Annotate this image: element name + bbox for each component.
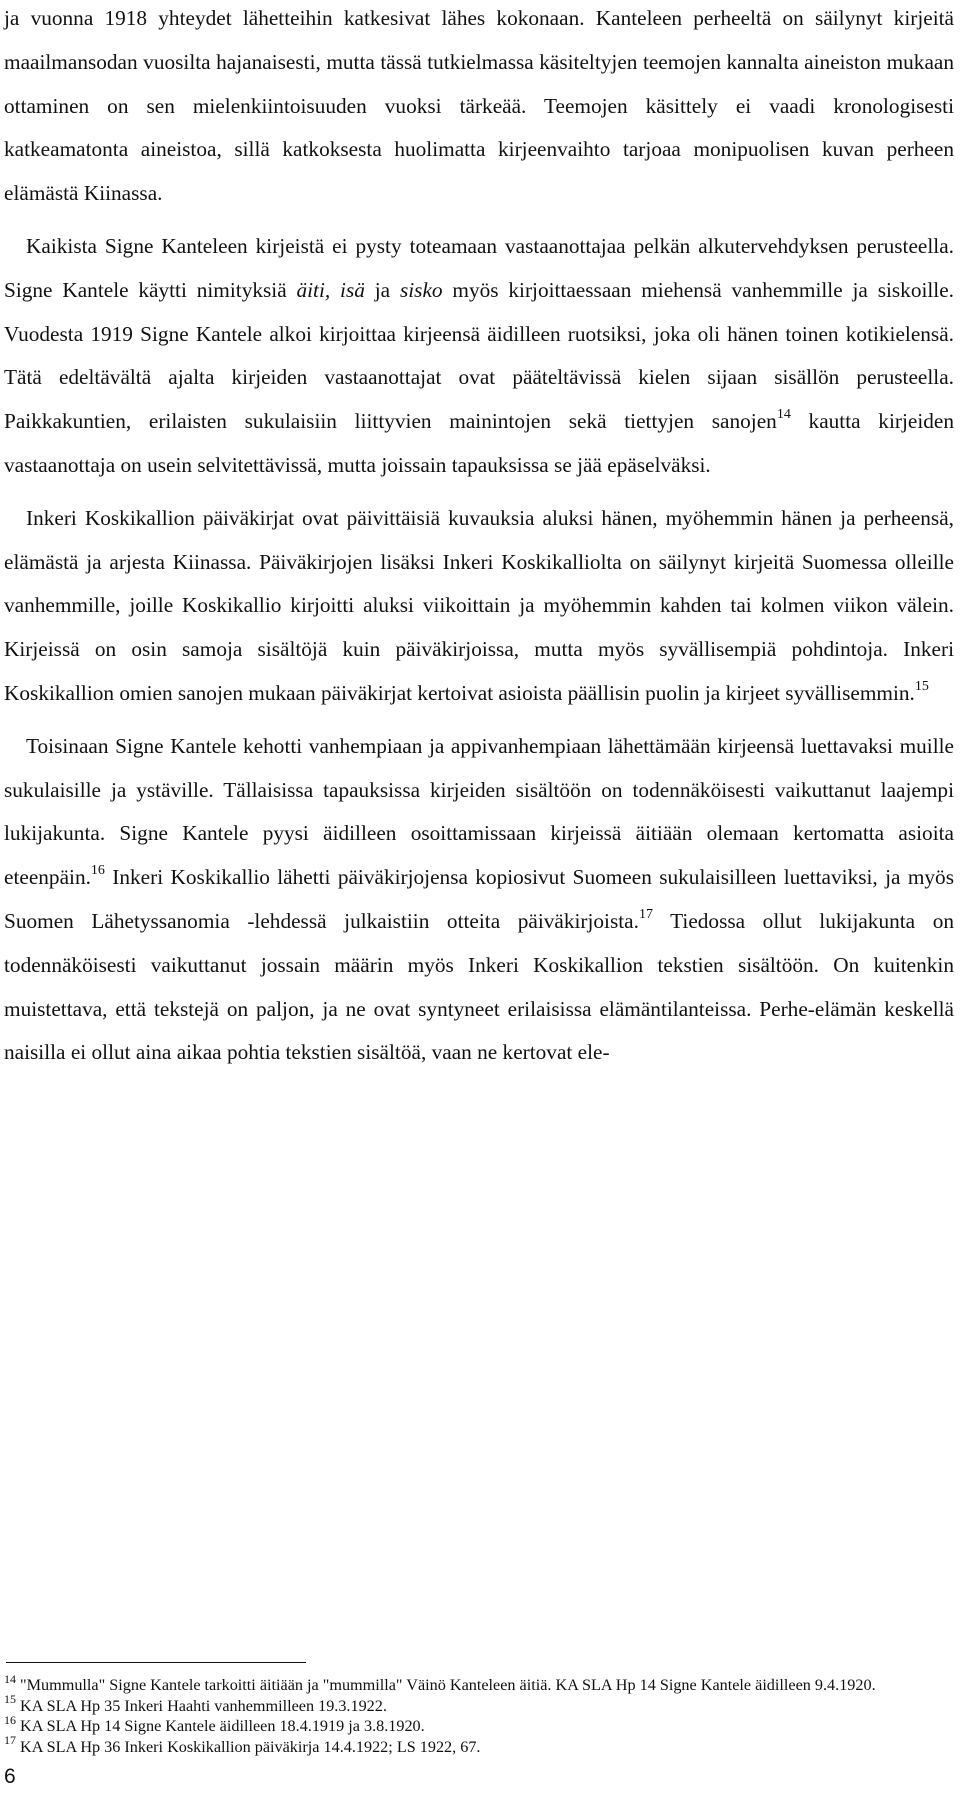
footnote-text: KA SLA Hp 14 Signe Kantele äidilleen 18.4.1919 ja 3.8.1920.	[16, 1717, 425, 1735]
footnote-number: 16	[4, 1712, 16, 1727]
footnote-text: KA SLA Hp 35 Inkeri Haahti vanhemmilleen 19.3.1922.	[16, 1696, 387, 1715]
footnote-text: KA SLA Hp 36 Inkeri Koskikallion päiväkirja 14.4.1922; LS 1922, 67.	[16, 1737, 481, 1756]
footnote-ref-15[interactable]: 15	[914, 678, 929, 694]
paragraph-text: Kaikista Signe Kanteleen kirjeistä ei pysty toteamaan vastaanottajaa pelkän alkutervehdyksen perusteella. Signe Kantele käytti nimityksiä	[4, 233, 954, 302]
footnote-17	[4, 1733, 954, 1758]
paragraph-3	[4, 497, 954, 716]
paragraph-text: myös kirjoittaessaan miehensä vanhemmille ja siskoille. Vuodesta 1919 Signe Kantele alkoi kirjoittaa kirjeensä äidilleen ruotsiksi, joka oli hänen toinen kotikielensä. Tätä edeltävältä ajalta kirjeiden vastaanottajat ovat pääteltävissä kielen sijaan sisällön perusteella. Paikkakuntien, erilaisten sukulaisiin liittyvien mainintojen sekä tiettyjen sanojen	[4, 277, 955, 434]
paragraph-text: ja	[364, 277, 400, 302]
footnote-number: 15	[4, 1692, 16, 1707]
body-text	[4, 0, 954, 1075]
footnote-16	[4, 1712, 954, 1737]
italic-term: sisko	[399, 277, 443, 302]
paragraph-text: Tiedossa ollut lukijakunta on todennäköisesti vaikuttanut jossain määrin myös Inkeri Koskikallion tekstien sisältöön. On kuitenkin muistettava, että tekstejä on paljon, ja ne ovat syntyneet erilaisissa elämäntilanteissa. Perhe-elämän keskellä naisilla ei ollut aina aikaa pohtia tekstien sisältöä, vaan ne kertovat ele-	[4, 908, 954, 1065]
footnote-ref-16[interactable]: 16	[90, 863, 105, 879]
paragraph-text: Inkeri Koskikallio lähetti päiväkirjojensa kopiosivut Suomeen sukulaisilleen luettaviksi, ja myös Suomen Lähetyssanomia -lehdessä julkaistiin otteita päiväkirjoista.	[4, 865, 954, 933]
paragraph-text: kautta kirjeiden vastaanottaja on usein selvitettävissä, mutta joissain tapauksissa se jää epäselväksi.	[4, 409, 954, 477]
paragraph-text: Toisinaan Signe Kantele kehotti vanhempiaan ja appivanhempiaan lähettämään kirjeensä luettavaksi muille sukulaisille ja ystäville. Tällaisissa tapauksissa kirjeiden sisältöön on todennäköisesti vaikuttanut laajempi lukijakunta. Signe Kantele pyysi äidilleen osoittamissaan kirjeissä äitiään olemaan kertomatta asioita eteenpäin.	[4, 733, 954, 890]
paragraph-4	[4, 725, 954, 1075]
footnote-14	[4, 1671, 954, 1696]
paragraph-1	[4, 0, 954, 216]
footnote-divider	[6, 1662, 306, 1663]
footnotes	[4, 1671, 954, 1757]
footnote-text: "Mummulla" Signe Kantele tarkoitti äitiään ja "mummilla" Väinö Kanteleen äitiä. KA SLA Hp 14 Signe Kantele äidilleen 9.4.1920.	[16, 1676, 876, 1694]
paragraph-2	[4, 225, 954, 488]
footnote-number: 14	[4, 1671, 16, 1686]
footnote-15	[4, 1692, 954, 1717]
paragraph-text: Inkeri Koskikallion päiväkirjat ovat päivittäisiä kuvauksia aluksi hänen, myöhemmin hänen ja perheensä, elämästä ja arjesta Kiinassa. Päiväkirjojen lisäksi Inkeri Koskikalliolta on säilynyt kirjeitä Suomessa olleille vanhemmille, joille Koskikallio kirjoitti aluksi viikoittain ja myöhemmin kahden tai kolmen viikon välein. Kirjeissä on osin samoja sisältöjä kuin päiväkirjoissa, mutta myös syvällisempiä pohdintoja. Inkeri Koskikallion omien sanojen mukaan päiväkirjat kertoivat asioista päällisin puolin ja kirjeet syvällisemmin.	[4, 505, 954, 705]
footnote-ref-17[interactable]: 17	[638, 906, 653, 922]
footnote-number: 17	[4, 1733, 16, 1748]
footnote-ref-14[interactable]: 14	[776, 407, 791, 423]
page-number: 6	[4, 1765, 16, 1788]
paragraph-text: ja vuonna 1918 yhteydet lähetteihin katkesivat lähes kokonaan. Kanteleen perheeltä on säilynyt kirjeitä maailmansodan vuosilta hajanaisesti, mutta tässä tutkielmassa käsiteltyjen teemojen kannalta aineiston mukaan ottaminen on sen mielenkiintoisuuden vuoksi tärkeää. Teemojen käsittely ei vaadi kronologisesti katkeamatonta aineistoa, sillä katkoksesta huolimatta kirjeenvaihto tarjoaa monipuolisen kuvan perheen elämästä Kiinassa.	[4, 6, 954, 206]
italic-term: äiti, isä	[296, 277, 365, 302]
